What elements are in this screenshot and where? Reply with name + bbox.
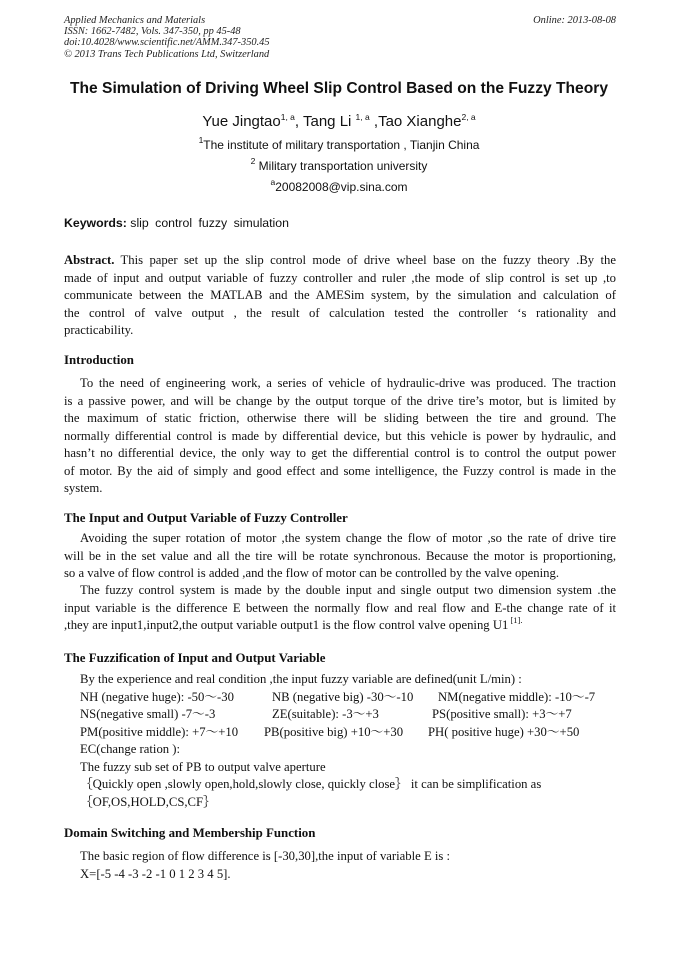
author-name: Tang Li: [303, 113, 352, 130]
copyright-line: © 2013 Trans Tech Publications Ltd, Switzerland: [64, 48, 270, 60]
issn-line: ISSN: 1662-7482, Vols. 347-350, pp 45-48: [64, 26, 241, 38]
abstract-label: Abstract.: [64, 253, 115, 267]
author-list: [40, 113, 638, 130]
author-name: Yue Jingtao: [202, 113, 281, 130]
domain-line: X=[-5 -4 -3 -2 -1 0 1 2 3 4 5].: [80, 866, 231, 881]
paragraph-line: so a valve of flow control is added ,and the flow of motor can be controlled by the valve opening.: [64, 566, 560, 580]
citation-mark: [1].: [508, 615, 523, 625]
section-heading-fuzzification: The Fuzzification of Input and Output Variable: [64, 651, 326, 665]
paragraph-line: normally differential control is made by differential device, but this vehicle is power by hydraulic, and: [64, 428, 616, 443]
abstract-line: made of input and output variable of fuzzy controller and ruler ,the mode of slip control is set up ,to: [64, 270, 616, 285]
paragraph-line: The fuzzy control system is made by the double input and single output two dimension system .the: [80, 583, 616, 597]
author-affiliation-mark: 2, a: [461, 112, 476, 122]
abstract-line: communicate between the MATLAB and the AMESim system, by the simulation and calculation of: [64, 288, 616, 302]
domain-content: [80, 848, 620, 883]
abstract: [64, 252, 616, 340]
fuzzification-content: [80, 671, 620, 811]
paragraph-line: [64, 617, 616, 635]
paragraph-line: is a passive power, and will be change by the output torque of the drive tire’s motor, but is limited by: [64, 393, 616, 408]
output-set-abbrev: ｛OF,OS,HOLD,CS,CF｝: [80, 794, 216, 809]
affiliation-text: The institute of military transportation , Tianjin China: [203, 138, 480, 152]
ec-label: EC(change ration ):: [80, 742, 181, 756]
input-output-paragraph-1: [64, 530, 616, 583]
abstract-line: the control of valve output , the result of calculation tested the controller ‘s rationality and: [64, 305, 616, 320]
email-text: 20082008@vip.sina.com: [275, 180, 408, 194]
journal-header: [64, 15, 616, 60]
fuzzy-set-ps: PS(positive small): +3～+7: [432, 707, 572, 721]
paragraph-line: the maximum of static friction, otherwise there will be sliding between the tire and ground. The: [64, 411, 616, 425]
abstract-text: This paper set up the slip control mode of drive wheel base on the fuzzy theory .By the: [114, 253, 616, 267]
fuzzy-set-ph: PH( positive huge) +30～+50: [428, 724, 580, 739]
abstract-line: practicability.: [64, 323, 134, 337]
affiliation-text: Military transportation university: [255, 159, 428, 173]
author-email: [40, 177, 638, 194]
author-separator: ,: [369, 113, 379, 130]
affiliation-2: [40, 156, 638, 173]
domain-line: The basic region of flow difference is [-30,30],the input of variable E is :: [80, 849, 451, 863]
paragraph-text: ,they are input1,input2,the output variable output1 is the flow control valve opening U1: [64, 618, 509, 632]
keywords-label: Keywords:: [64, 216, 127, 230]
paragraph-line: system.: [64, 481, 103, 495]
online-date: Online: 2013-08-08: [533, 15, 616, 26]
fuzzy-set-nh: NH (negative huge): -50～-30: [80, 689, 234, 704]
paragraph-line: of motor. By the aid of simply and good effect and some intelligence, the Fuzzy control is made in the: [64, 463, 616, 478]
keywords-value: slip control fuzzy simulation: [130, 216, 289, 230]
paragraph-line: To the need of engineering work, a series of vehicle of hydraulic-drive was produced. The traction: [80, 376, 616, 390]
section-heading-input-output: The Input and Output Variable of Fuzzy Controller: [64, 511, 348, 525]
introduction-paragraph: [64, 375, 616, 498]
affiliation-mark: a: [270, 177, 276, 187]
output-subset-line: The fuzzy sub set of PB to output valve aperture: [80, 759, 326, 774]
author-affiliation-mark: 1, a: [280, 112, 295, 122]
input-output-paragraph-2: [64, 582, 616, 635]
fuzzy-set-nm: NM(negative middle): -10～-7: [438, 689, 596, 704]
output-set-line: ｛Quickly open ,slowly open,hold,slowly close, quickly close｝ it can be simplification as: [80, 777, 542, 791]
paragraph-line: will be in the set value and all the tire will be rotate synchronous. Because the motor is proportioning,: [64, 548, 616, 563]
paragraph-line: hasn’t no differential device, the only way to get the differential control is to control the output power: [64, 446, 616, 460]
abstract-line: [64, 252, 616, 270]
paragraph-line: Avoiding the super rotation of motor ,the system change the flow of motor ,so the rate of drive tire: [80, 531, 616, 545]
fuzzy-set-ns: NS(negative small) -7～-3: [80, 707, 216, 721]
doi-line: doi:10.4028/www.scientific.net/AMM.347-350.45: [64, 37, 270, 49]
fuzzy-set-row: [80, 706, 620, 724]
fuzzy-set-pb: PB(positive big) +10～+30: [264, 724, 404, 739]
author-name: Tao Xianghe: [378, 113, 462, 130]
author-affiliation-mark: 1, a: [355, 112, 370, 122]
affiliation-mark: 1: [198, 135, 204, 145]
fuzz-intro: By the experience and real condition ,the input fuzzy variable are defined(unit L/min) :: [80, 672, 522, 686]
fuzzy-set-pm: PM(positive middle): +7～+10: [80, 724, 239, 739]
fuzzy-set-row: [80, 724, 620, 742]
fuzzy-set-row: [80, 689, 620, 707]
affiliation-1: [40, 135, 638, 152]
paragraph-line: input variable is the difference E between the normally flow and real flow and E-the change rate of it: [64, 600, 616, 615]
journal-name: Applied Mechanics and Materials: [64, 15, 206, 26]
keywords: [64, 216, 616, 230]
section-heading-introduction: Introduction: [64, 353, 134, 367]
fuzzy-set-ze: ZE(suitable): -3～+3: [272, 707, 379, 721]
section-heading-domain: Domain Switching and Membership Function: [64, 826, 316, 840]
paper-title: The Simulation of Driving Wheel Slip Control Based on the Fuzzy Theory: [69, 80, 608, 97]
author-separator: ,: [294, 113, 303, 130]
affiliation-mark: 2: [250, 156, 256, 166]
fuzzy-set-nb: NB (negative big) -30～-10: [272, 689, 414, 704]
